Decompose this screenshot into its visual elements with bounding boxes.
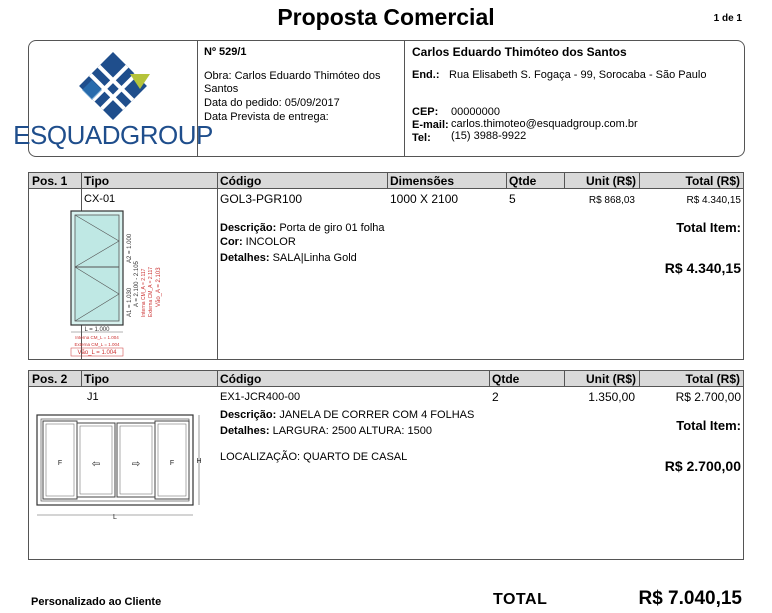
company-logo [13,44,213,152]
col-unit: Unit (R$) [586,174,636,188]
tel-label: Tel: [412,132,431,144]
item-1-box [28,172,744,360]
item-detalhes: Detalhes: LARGURA: 2500 ALTURA: 1500 [220,425,432,437]
svg-text:⇨: ⇨ [131,459,141,470]
item-localizacao: LOCALIZAÇÃO: QUARTO DE CASAL [220,451,408,463]
item-qtde: 5 [509,192,516,206]
total-item-value: R$ 2.700,00 [664,458,741,474]
client-cep: 00000000 [451,106,500,118]
footer-custom: Personalizado ao Cliente [31,596,162,608]
item-tipo: J1 [87,391,99,403]
col-total: Total (R$) [685,372,740,386]
col-qtde: Qtde [509,174,537,188]
item-2-header [29,371,743,387]
item-tipo: CX-01 [84,193,116,205]
delivery-date: Data Prevista de entrega: [204,111,329,123]
svg-text:L = 1.000: L = 1.000 [84,327,110,333]
svg-text:F: F [169,460,175,467]
svg-text:F: F [57,460,63,467]
logo-text: ESQUADGROUP [13,120,213,150]
col-pos: Pos. 2 [32,372,68,386]
order-number: Nº 529/1 [204,46,247,58]
item-codigo: EX1-JCR400-00 [220,391,301,403]
svg-text:Externa CM_L = 1.004: Externa CM_L = 1.004 [74,342,120,347]
svg-text:H: H [196,458,202,465]
svg-text:Externa CM_A = 2.117: Externa CM_A = 2.117 [148,266,154,317]
cep-label: CEP: [412,106,439,118]
svg-text:Interna CM_A = 2.117: Interna CM_A = 2.117 [141,268,147,317]
svg-text:Vão_A = 2.103: Vão_A = 2.103 [156,267,162,307]
client-email[interactable]: carlos.thimoteo@esquadgroup.com.br [451,118,638,130]
item-dimensoes: 1000 X 2100 [390,192,459,206]
item-unit: R$ 868,03 [588,195,635,206]
item-descricao: Descrição: JANELA DE CORRER COM 4 FOLHAS [220,409,475,421]
item-detalhes: Detalhes: SALA|Linha Gold [220,252,357,264]
item-1-header [29,173,743,189]
total-item-label: Total Item: [676,418,741,433]
page-title: Proposta Comercial [277,4,495,30]
col-tipo: Tipo [84,372,110,386]
col-codigo: Código [220,174,262,188]
svg-text:A1 = 1.030: A1 = 1.030 [127,287,133,317]
total-item-value: R$ 4.340,15 [664,260,741,276]
drawing-divider [217,189,218,359]
item-2-box [28,370,744,560]
col-qtde: Qtde [492,372,520,386]
header-divider [404,40,405,157]
door-drawing [65,207,165,359]
item-codigo: GOL3-PGR100 [220,192,303,206]
client-address: Rua Elisabeth S. Fogaça - 99, Sorocaba - São Paulo [449,69,707,81]
svg-text:Interna CM_L = 1.004: Interna CM_L = 1.004 [75,335,119,340]
col-pos: Pos. 1 [32,174,68,188]
svg-text:A2 = 1.000: A2 = 1.000 [127,233,133,263]
item-total: R$ 2.700,00 [675,390,741,404]
col-unit: Unit (R$) [586,372,636,386]
svg-text:Vão_L = 1.004: Vão_L = 1.004 [77,350,117,356]
order-date: Data do pedido: 05/09/2017 [204,97,340,109]
window-drawing [33,411,213,523]
client-tel: (15) 3988-9922 [451,130,527,142]
col-total: Total (R$) [685,174,740,188]
email-label: E-mail: [412,119,449,131]
order-obra: Obra: Carlos Eduardo Thimóteo dos Santos [204,70,381,95]
col-dimensoes: Dimensões [390,174,455,188]
svg-text:L: L [113,514,117,521]
total-item-label: Total Item: [676,220,741,235]
address-label: End.: [412,69,440,81]
page-number: 1 de 1 [713,13,742,24]
svg-text:A = 2.100 - 2.105: A = 2.100 - 2.105 [134,261,140,307]
col-tipo: Tipo [84,174,110,188]
item-qtde: 2 [492,390,499,404]
item-descricao: Descrição: Porta de giro 01 folha [220,222,385,234]
col-codigo: Código [220,372,262,386]
item-total: R$ 4.340,15 [686,195,741,206]
footer-total-label: TOTAL [493,591,548,608]
svg-text:⇦: ⇦ [91,459,101,470]
client-name: Carlos Eduardo Thimóteo dos Santos [412,45,627,59]
item-cor: Cor: INCOLOR [220,236,296,248]
footer-total-value: R$ 7.040,15 [638,588,742,609]
item-unit: 1.350,00 [588,390,635,404]
